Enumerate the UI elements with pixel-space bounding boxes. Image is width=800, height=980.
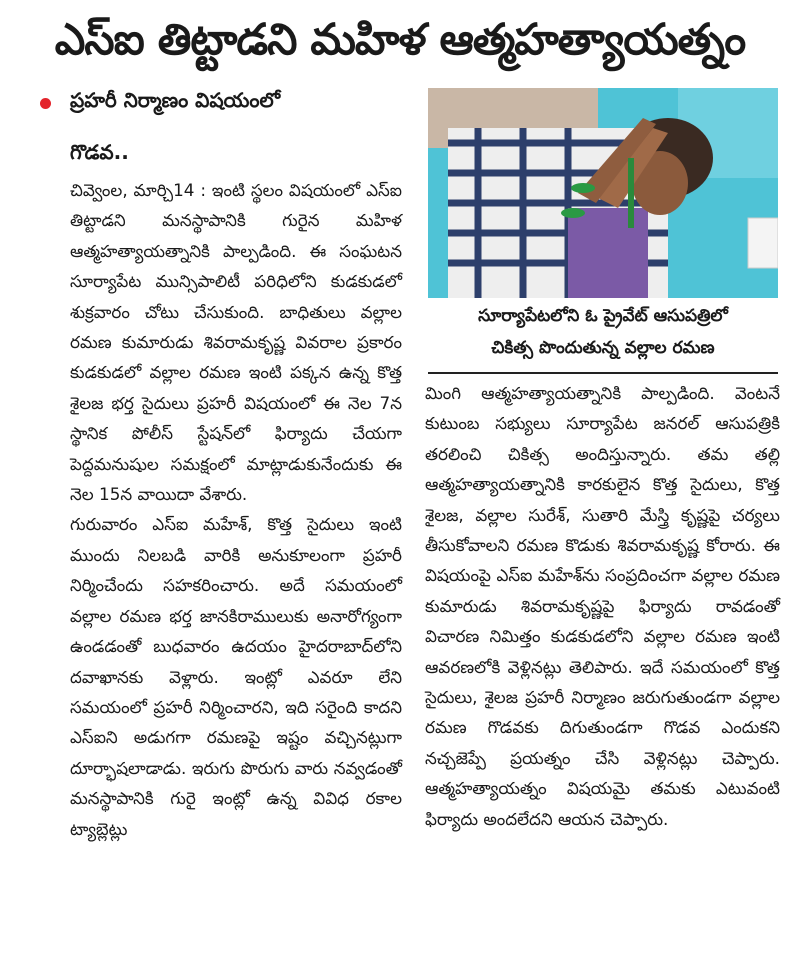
photo-caption-line-1: సూర్యాపేటలోని ఓ ప్రైవేట్ ఆసుపత్రిలో: [478, 306, 728, 326]
red-bullet-icon: [40, 98, 51, 109]
photo-caption: [428, 300, 778, 374]
article-paragraph: గురువారం ఎస్ఐ మహేశ్, కొత్త సైదులు ఇంటి ముందు నిలబడి వారికి అనుకూలంగా ప్రహరీ నిర్మించేందు సహకరించారు. అదే సమయంలో వల్లాల రమణ భర్త జానకిరాములుకు అనారోగ్యంగా ఉండడంతో బుధవారం ఉదయం హైదరాబాద్‌లోని దవాఖానకు వెళ్లారు. ఇంట్లో ఎవరూ లేని సమయంలో ప్రహరీ నిర్మించారని, ఇది సరైంది కాదని ఎస్ఐని అడుగగా రమణపై ఇష్టం వచ్చినట్లుగా దూర్భాషలాడాడు. ఇరుగు పొరుగు వారు నవ్వడంతో మనస్థాపానికి గురై ఇంట్లో ఉన్న వివిధ రకాల ట్యాబ్లెట్లు: [70, 514, 402, 839]
subheadline-line-1: ప్రహరీ నిర్మాణం విషయంలో: [70, 88, 281, 112]
subheadline-line-2: గొడవ..: [70, 140, 129, 164]
article-column-right: [425, 378, 780, 834]
photo-illustration: [428, 88, 778, 298]
article-paragraph: మింగి ఆత్మహత్యాయత్నానికి పాల్పడింది. వెంటనే కుటుంబ సభ్యులు సూర్యాపేట జనరల్ ఆసుపత్రికి తరలించి చికిత్స అందిస్తున్నారు. తమ తల్లి ఆత్మహత్యాయత్నానికి కారకులైన కొత్త సైదులు, కొత్త శైలజ, వల్లాల సురేశ్, సుతారి మేస్త్రి కృష్ణపై చర్యలు తీసుకోవాలని రమణ కొడుకు శివరామకృష్ణ కోరారు. ఈ విషయంపై ఎస్ఐ మహేశ్‌ను సంప్రదించగా వల్లాల రమణ కుమారుడు శివరామకృష్ణపై ఫిర్యాదు రావడంతో విచారణ నిమిత్తం కుడకుడలోని వల్లాల రమణ ఇంటి ఆవరణలోకి వెళ్లినట్లు తెలిపారు. ఇదే సమయంలో కొత్త సైదులు, శైలజ ప్రహరీ నిర్మాణం జరుగుతుండగా వల్లాల రమణ గొడవకు దిగుతుండగా గొడవ ఎందుకని నచ్చజెప్పే ప్రయత్నం చేసి వెళ్లినట్లు చెప్పారు. ఆత్మహత్యాయత్నం విషయమై తమకు ఎటువంటి ఫిర్యాదు అందలేదని ఆయన చెప్పారు.: [425, 383, 780, 829]
photo-hospital-patient: [428, 88, 778, 298]
photo-caption-line-2: చికిత్స పొందుతున్న వల్లాల రమణ: [491, 338, 715, 358]
article-paragraph: చివ్వెంల, మార్చి14 : ఇంటి స్థలం విషయంలో ఎస్ఐ తిట్టాడని మనస్థాపానికి గురైన మహిళ ఆత్మహత్యాయత్నానికి పాల్పడింది. ఈ సంఘటన సూర్యాపేట మున్సిపాలిటీ పరిధిలోని కుడకుడలో శుక్రవారం చోటు చేసుకుంది. బాధితులు వల్లాల రమణ కుమారుడు శివరామకృష్ణ వివరాల ప్రకారం కుడకుడలో వల్లాల రమణ ఇంటి పక్కన ఉన్న కొత్త శైలజ భర్త సైదులు ప్రహరీ విషయంలో ఈ నెల 7న స్థానిక పోలీస్ స్టేషన్‌లో ఫిర్యాదు చేయగా పెద్దమనుషుల సమక్షంలో మాట్లాడుకునేందుకు ఈ నెల 15న వాయిదా వేశారు.: [70, 180, 402, 505]
headline: ఎస్ఐ తిట్టాడని మహిళ ఆత్మహత్యాయత్నం: [54, 15, 746, 65]
article-column-left: [70, 175, 402, 844]
